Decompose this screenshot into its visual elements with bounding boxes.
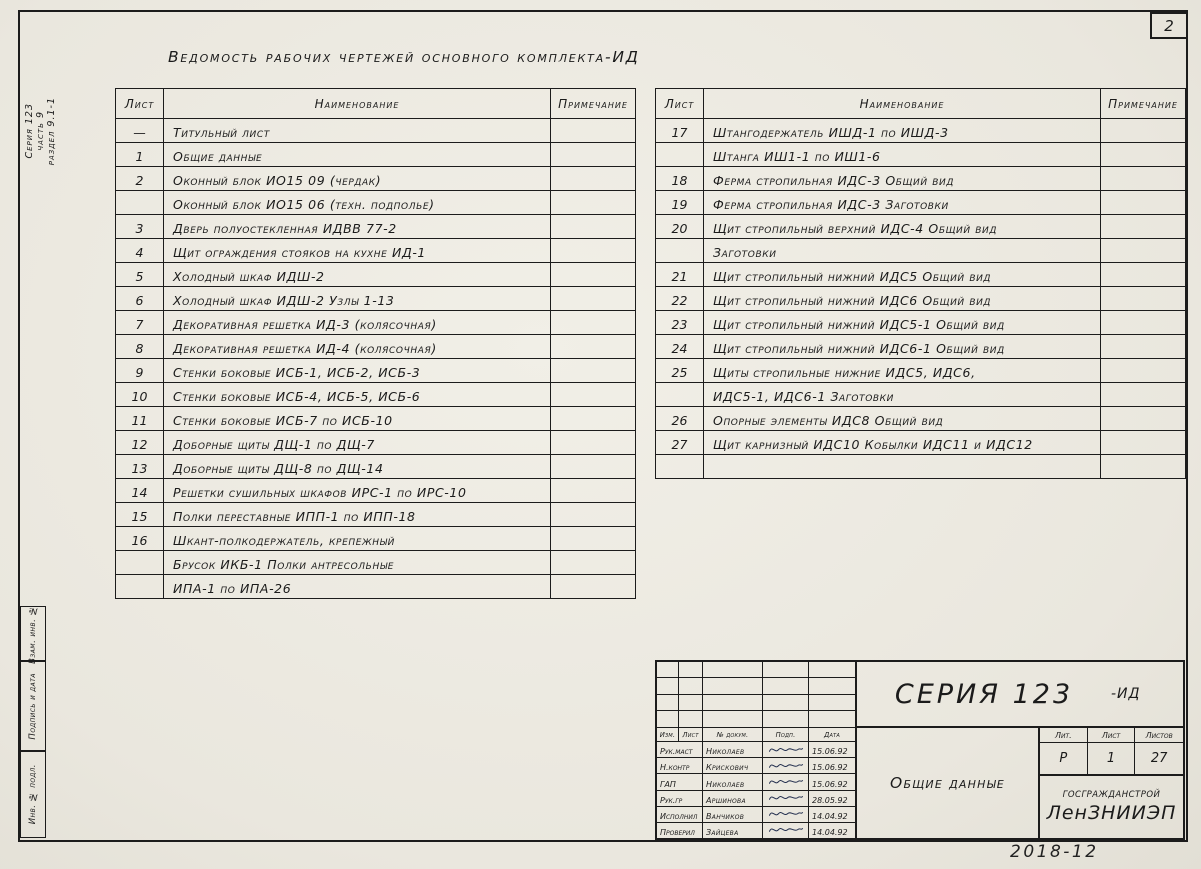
person-date: 15.06.92 [812,779,848,789]
sheet-note-cell [551,311,636,335]
series-label-line: Серия 123 [24,103,35,159]
sheet-note-cell [551,455,636,479]
person-name: Николаев [703,774,763,789]
sheet-number-cell: 21 [656,263,704,287]
person-role: Исполнил [657,807,703,822]
sheet-note-cell [1101,335,1186,359]
margin-box-vzam [20,606,46,662]
sheet-number-cell: 9 [116,359,164,383]
table-row [656,287,1186,311]
sheet-note-cell [551,143,636,167]
table-row [656,239,1186,263]
sheet-title-cell: Штангодержатель ИШД-1 по ИШД-3 [704,119,1101,143]
sheet-title-cell: Шкант-полкодержатель, крепежный [164,527,551,551]
person-name: Крискович [703,758,763,773]
sheet-number-cell [656,383,704,407]
stamp-far-right [1040,728,1183,838]
sheet-title-cell: Стенки боковые ИСБ-4, ИСБ-5, ИСБ-6 [164,383,551,407]
rev-header-izm: Изм. [657,728,679,741]
sheet-note-cell [1101,191,1186,215]
sheet-note-cell [551,527,636,551]
sheet-note-cell [551,407,636,431]
sheet-title-cell: ИПА-1 по ИПА-26 [164,575,551,599]
sheet-number-cell: 27 [656,431,704,455]
table-row [656,191,1186,215]
sheet-number-cell [656,455,704,479]
sheet-title-cell: Щиты стропильные нижние ИДС5, ИДС6, [704,359,1101,383]
column-header-note: Примечание [551,89,636,119]
sheet-number-box [1150,12,1188,39]
table-row [116,575,636,599]
sheet-number-cell [656,239,704,263]
person-name: Ванчиков [703,807,763,822]
sheet-title-cell: Щит ограждения стояков на кухне ИД-1 [164,239,551,263]
table-row [116,143,636,167]
rev-header-list: Лист [679,728,703,741]
sheet-note-cell [551,383,636,407]
series-margin-label [24,80,57,182]
sheet-title-cell: Щит стропильный нижний ИДС6-1 Общий вид [704,335,1101,359]
column-header-name: Наименование [704,89,1101,119]
table-header-row [656,89,1186,119]
series-label-line: раздел 9.1-1 [46,96,57,166]
person-role: Проверил [657,823,703,838]
signature-mark [763,791,809,806]
sheet-note-cell [551,287,636,311]
table-row [656,215,1186,239]
revision-header-row [657,728,855,742]
table-row [116,503,636,527]
sheet-number-cell [116,551,164,575]
table-row [656,335,1186,359]
sheet-note-cell [551,503,636,527]
lit-header: Лит. [1040,728,1088,743]
sheet-title-cell: Декоративная решетка ИД-4 (колясочная) [164,335,551,359]
sheet-title-cell: Опорные элементы ИДС8 Общий вид [704,407,1101,431]
sheet-title-cell: Доборные щиты ДЩ-8 по ДЩ-14 [164,455,551,479]
table-row [656,359,1186,383]
sheet-title-cell: Ферма стропильная ИДС-3 Заготовки [704,191,1101,215]
signature-mark [763,742,809,757]
table-row [116,383,636,407]
sheet-note-cell [551,167,636,191]
table-row [656,431,1186,455]
sheet-note-cell [1101,311,1186,335]
sheet-list-table-left [115,88,636,599]
sheet-number-cell: 22 [656,287,704,311]
margin-box-podpis [20,660,46,752]
organization-box [1040,776,1183,838]
sheet-note-cell [1101,143,1186,167]
sheet-note-cell [1101,263,1186,287]
sheet-number-cell: 12 [116,431,164,455]
table-row [116,191,636,215]
stamp-right-section [857,662,1183,838]
table-row [116,119,636,143]
table-row [116,359,636,383]
sheet-number-cell: 20 [656,215,704,239]
table-row [116,263,636,287]
stamp-person-row [657,791,855,807]
sheet-note-cell [551,551,636,575]
sheet-note-cell [551,119,636,143]
series-label-line: часть 9 [35,111,46,151]
sheet-note-cell [1101,287,1186,311]
person-name: Зайцева [703,823,763,838]
table-row [116,239,636,263]
sheet-note-cell [1101,167,1186,191]
sheet-title-cell: Доборные щиты ДЩ-1 по ДЩ-7 [164,431,551,455]
sheet-number-cell [116,575,164,599]
person-date: 28.05.92 [812,795,848,805]
sheet-title-cell: Холодный шкаф ИДШ-2 Узлы 1-13 [164,287,551,311]
table-row [116,311,636,335]
revision-grid [657,662,855,728]
list-header: Лист [1088,728,1136,743]
sheet-number-cell: 1 [116,143,164,167]
sheet-note-cell [1101,383,1186,407]
sheet-title-cell: Щит стропильный нижний ИДС5 Общий вид [704,263,1101,287]
table-row [116,407,636,431]
sheet-title-cell: Дверь полуостекленная ИДВВ 77-2 [164,215,551,239]
sheet-number-cell: 11 [116,407,164,431]
margin-box-label: Инв. № подл. [28,764,38,825]
sheet-number-cell: 15 [116,503,164,527]
sheet-list-table-right [655,88,1186,479]
rev-header-data: Дата [823,730,840,739]
sheet-title-cell: Холодный шкаф ИДШ-2 [164,263,551,287]
margin-box-label: Взам. инв. № [28,604,38,664]
sheet-title-cell [704,455,1101,479]
stamp-lower-section [857,728,1183,838]
table-row [116,551,636,575]
person-date: 15.06.92 [812,747,848,757]
column-header-name: Наименование [164,89,551,119]
sheet-title-cell: Щит стропильный нижний ИДС5-1 Общий вид [704,311,1101,335]
sheet-number: 2 [1164,16,1174,35]
sheet-note-cell [551,263,636,287]
stamp-person-row [657,823,855,838]
person-date: 14.04.92 [812,828,848,838]
sheet-note-cell [551,479,636,503]
rev-header-podp: Подп. [763,728,809,741]
stamp-series-row [857,662,1183,728]
stamp-person-row [657,774,855,790]
sheet-note-cell [551,359,636,383]
sheet-title-cell: Полки переставные ИПП-1 по ИПП-18 [164,503,551,527]
table-row [116,167,636,191]
sheet-number-cell: 26 [656,407,704,431]
lit-grid [1040,728,1183,776]
sheet-title-cell: Декоративная решетка ИД-3 (колясочная) [164,311,551,335]
sheet-note-cell [551,335,636,359]
sheet-note-cell [551,215,636,239]
sheet-number-cell: 4 [116,239,164,263]
table-row [656,383,1186,407]
sheet-note-cell [1101,359,1186,383]
sheet-title-cell: Ферма стропильная ИДС-3 Общий вид [704,167,1101,191]
person-date: 14.04.92 [812,811,848,821]
lit-value: Р [1040,743,1088,774]
column-header-sheet: Лист [116,89,164,119]
sheet-number-cell: 13 [116,455,164,479]
sheet-note-cell [1101,455,1186,479]
org-institute-name: ЛенЗНИИЭП [1046,802,1177,824]
handwritten-archive-note: 2018-12 [1010,842,1099,862]
table-row [656,407,1186,431]
margin-box-label: Подпись и дата [28,672,38,740]
table-row [656,119,1186,143]
sheet-number-cell: 5 [116,263,164,287]
sheet-number-cell: 23 [656,311,704,335]
sheet-title-cell: Общие данные [164,143,551,167]
left-margin-stack [20,606,46,838]
sheet-note-cell [1101,239,1186,263]
person-role: Рук.гр [657,791,703,806]
sheet-title-cell: Решетки сушильных шкафов ИРС-1 по ИРС-10 [164,479,551,503]
signature-mark [763,807,809,822]
sheet-number-cell: 19 [656,191,704,215]
table-row [656,311,1186,335]
person-name: Николаев [703,742,763,757]
signature-mark [763,758,809,773]
rev-header-dokum: № докум. [703,728,763,741]
table-row [116,287,636,311]
sheet-title-cell: Стенки боковые ИСБ-7 по ИСБ-10 [164,407,551,431]
sheet-title-cell: Оконный блок ИО15 06 (техн. подполье) [164,191,551,215]
sheet-number-cell: 24 [656,335,704,359]
person-role: Н.контр [657,758,703,773]
stamp-left-section [657,662,857,838]
series-title: СЕРИЯ 123 [894,678,1074,710]
table-row [116,455,636,479]
page-title: Ведомость рабочих чертежей основного комплекта-ИД [168,48,640,66]
column-header-note: Примечание [1101,89,1186,119]
column-header-sheet: Лист [656,89,704,119]
stamp-person-row [657,742,855,758]
sheet-number-cell: 10 [116,383,164,407]
sheet-title-cell: Брусок ИКБ-1 Полки антресольные [164,551,551,575]
table-row [116,335,636,359]
list-value: 1 [1088,743,1136,774]
stamp-person-row [657,758,855,774]
table-row [116,527,636,551]
table-row [116,215,636,239]
listov-value: 27 [1150,751,1168,766]
sheet-number-cell: 17 [656,119,704,143]
signature-mark [763,823,809,838]
sheet-note-cell [1101,215,1186,239]
sheet-title-cell: Заготовки [704,239,1101,263]
sheet-title-cell: Титульный лист [164,119,551,143]
sheet-number-cell: 14 [116,479,164,503]
sheet-number-cell: 16 [116,527,164,551]
org-parent-name: ГОСГРАЖДАНСТРОЙ [1062,790,1161,800]
sheet-note-cell [1101,431,1186,455]
sheet-title-cell: Оконный блок ИО15 09 (чердак) [164,167,551,191]
sheet-number-cell: 3 [116,215,164,239]
table-row [116,479,636,503]
sheet-note-cell [551,191,636,215]
sheet-number-cell: 18 [656,167,704,191]
sheet-note-cell [551,239,636,263]
sheet-title-cell: Стенки боковые ИСБ-1, ИСБ-2, ИСБ-3 [164,359,551,383]
table-row [656,263,1186,287]
sheet-title-cell: ИДС5-1, ИДС6-1 Заготовки [704,383,1101,407]
sheet-title-cell: Щит карнизный ИДС10 Кобылки ИДС11 и ИДС12 [704,431,1101,455]
sheet-number-cell: 7 [116,311,164,335]
sheet-note-cell [551,431,636,455]
margin-box-inv [20,750,46,838]
table-header-row [116,89,636,119]
person-role: ГАП [657,774,703,789]
sheet-number-cell [656,143,704,167]
table-row [116,431,636,455]
person-role: Рук.маст [657,742,703,757]
person-date: 15.06.92 [812,763,848,773]
person-name: Аршинова [703,791,763,806]
table-row [656,167,1186,191]
sheet-title-cell: Щит стропильный верхний ИДС-4 Общий вид [704,215,1101,239]
document-name: Общие данные [857,728,1040,838]
listov-header: Листов [1135,728,1183,743]
sheet-title-cell: Штанга ИШ1-1 по ИШ1-6 [704,143,1101,167]
sheet-number-cell: 2 [116,167,164,191]
stamp-person-row [657,807,855,823]
title-block [655,660,1185,840]
sheet-number-cell: — [116,119,164,143]
series-suffix: -ИД [1111,686,1141,702]
sheet-number-cell: 8 [116,335,164,359]
sheet-note-cell [551,575,636,599]
sheet-number-cell: 25 [656,359,704,383]
table-row [656,143,1186,167]
sheet-note-cell [1101,119,1186,143]
signature-mark [763,774,809,789]
sheet-number-cell [116,191,164,215]
table-row [656,455,1186,479]
stamp-people-rows [657,742,855,838]
sheet-number-cell: 6 [116,287,164,311]
sheet-note-cell [1101,407,1186,431]
sheet-title-cell: Щит стропильный нижний ИДС6 Общий вид [704,287,1101,311]
